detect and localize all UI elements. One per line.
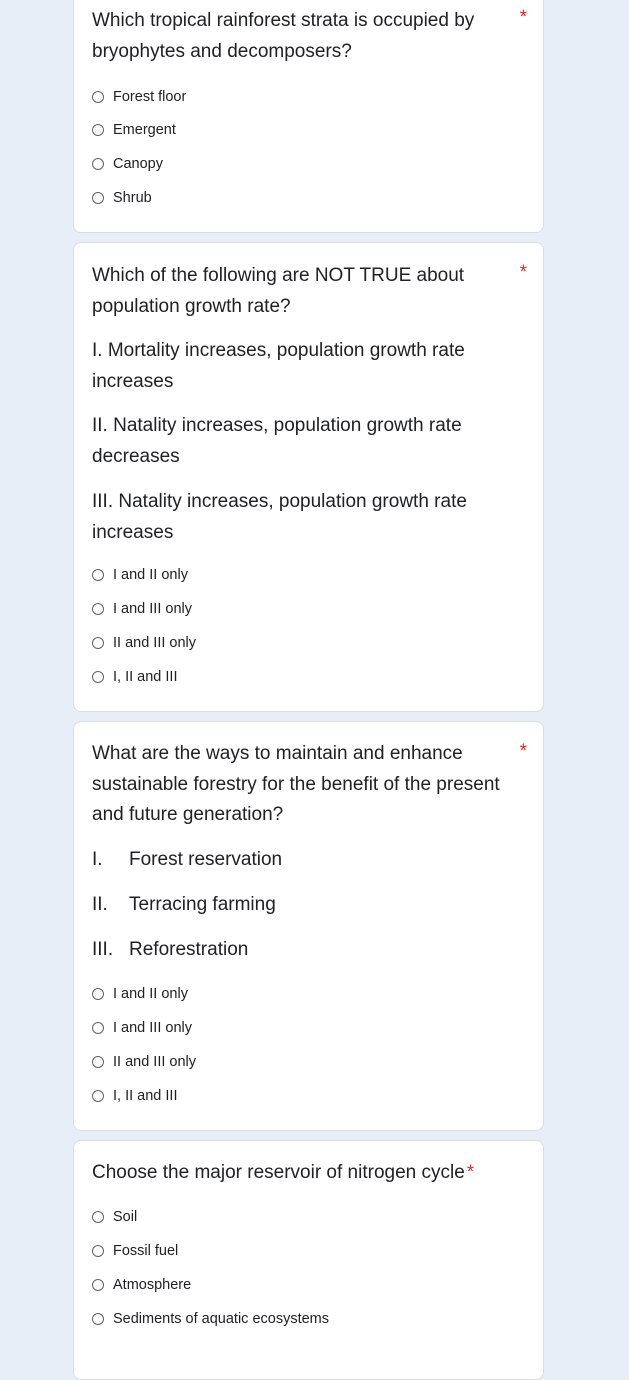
radio-circle-icon[interactable]: [92, 637, 104, 649]
statement-2: II. Natality increases, population growth rate decreases: [92, 415, 462, 467]
radio-circle-icon[interactable]: [92, 124, 104, 136]
radio-option-emergent[interactable]: [92, 117, 176, 143]
statement-text: Terracing farming: [129, 894, 276, 915]
statement-number: II.: [92, 894, 108, 915]
radio-circle-icon[interactable]: [92, 1056, 104, 1068]
required-asterisk: *: [466, 1162, 475, 1183]
radio-option-ii-and-iii[interactable]: [92, 1049, 196, 1075]
question-card-3: [73, 721, 544, 1131]
question-card-4: [73, 1140, 544, 1380]
radio-option-canopy[interactable]: [92, 151, 163, 177]
option-label: Fossil fuel: [113, 1243, 179, 1259]
radio-option-i-and-ii[interactable]: [92, 981, 188, 1007]
option-label: Soil: [113, 1209, 138, 1225]
option-label: I, II and III: [113, 1088, 178, 1104]
option-label: Atmosphere: [113, 1277, 192, 1293]
option-label: Emergent: [113, 122, 176, 138]
radio-option-fossil-fuel[interactable]: [92, 1238, 178, 1264]
statement-3: III. Natality increases, population growth rate increases: [92, 491, 467, 543]
radio-circle-icon[interactable]: [92, 1022, 104, 1034]
option-label: Forest floor: [113, 89, 187, 105]
option-label: Canopy: [113, 156, 163, 172]
radio-circle-icon[interactable]: [92, 1279, 104, 1291]
option-label: II and III only: [113, 635, 197, 651]
radio-option-ii-and-iii[interactable]: [92, 630, 196, 656]
statement-3: [92, 935, 512, 966]
radio-option-i-and-ii[interactable]: [92, 562, 188, 588]
option-label: I and II only: [113, 567, 188, 583]
radio-circle-icon[interactable]: [92, 1245, 104, 1257]
radio-option-atmosphere[interactable]: [92, 1272, 191, 1298]
radio-circle-icon[interactable]: [92, 1211, 104, 1223]
radio-circle-icon[interactable]: [92, 158, 104, 170]
required-asterisk: *: [519, 741, 527, 762]
statement-2: [92, 890, 512, 921]
radio-option-i-and-iii[interactable]: [92, 596, 192, 622]
radio-circle-icon[interactable]: [92, 671, 104, 683]
question-title: Which of the following are NOT TRUE about population growth rate?: [92, 265, 465, 317]
question-title: What are the ways to maintain and enhance sustainable forestry for the benefit of the present and future generation?: [92, 743, 500, 825]
radio-circle-icon[interactable]: [92, 988, 104, 1000]
radio-circle-icon[interactable]: [92, 1090, 104, 1102]
question-title-text: Choose the major reservoir of nitrogen cycle: [92, 1162, 465, 1183]
question-card-2: [73, 242, 544, 712]
radio-option-shrub[interactable]: [92, 185, 152, 211]
statement-number: III.: [92, 939, 114, 960]
required-asterisk: *: [519, 262, 527, 283]
required-asterisk: *: [519, 7, 527, 28]
option-label: I and II only: [113, 986, 188, 1002]
statement-1: [92, 845, 512, 876]
radio-circle-icon[interactable]: [92, 569, 104, 581]
option-label: Sediments of aquatic ecosystems: [113, 1311, 329, 1327]
radio-option-forest-floor[interactable]: [92, 84, 186, 110]
radio-circle-icon[interactable]: [92, 91, 104, 103]
radio-circle-icon[interactable]: [92, 1313, 104, 1325]
statement-text: Forest reservation: [129, 849, 283, 870]
question-title: [92, 1158, 532, 1189]
option-label: I and III only: [113, 1020, 192, 1036]
radio-option-sediments[interactable]: [92, 1306, 329, 1332]
radio-option-i-ii-and-iii[interactable]: [92, 664, 177, 690]
radio-circle-icon[interactable]: [92, 192, 104, 204]
option-label: II and III only: [113, 1054, 197, 1070]
statement-1: I. Mortality increases, population growth rate increases: [92, 340, 465, 392]
option-label: Shrub: [113, 190, 152, 206]
radio-option-i-and-iii[interactable]: [92, 1015, 192, 1041]
statement-number: I.: [92, 849, 103, 870]
question-card-1: [73, 0, 544, 233]
radio-option-soil[interactable]: [92, 1204, 137, 1230]
question-title: Which tropical rainforest strata is occupied by bryophytes and decomposers?: [92, 10, 475, 62]
statement-text: Reforestration: [129, 939, 249, 960]
option-label: I, II and III: [113, 669, 178, 685]
radio-circle-icon[interactable]: [92, 603, 104, 615]
option-label: I and III only: [113, 601, 192, 617]
radio-option-i-ii-and-iii[interactable]: [92, 1083, 177, 1109]
